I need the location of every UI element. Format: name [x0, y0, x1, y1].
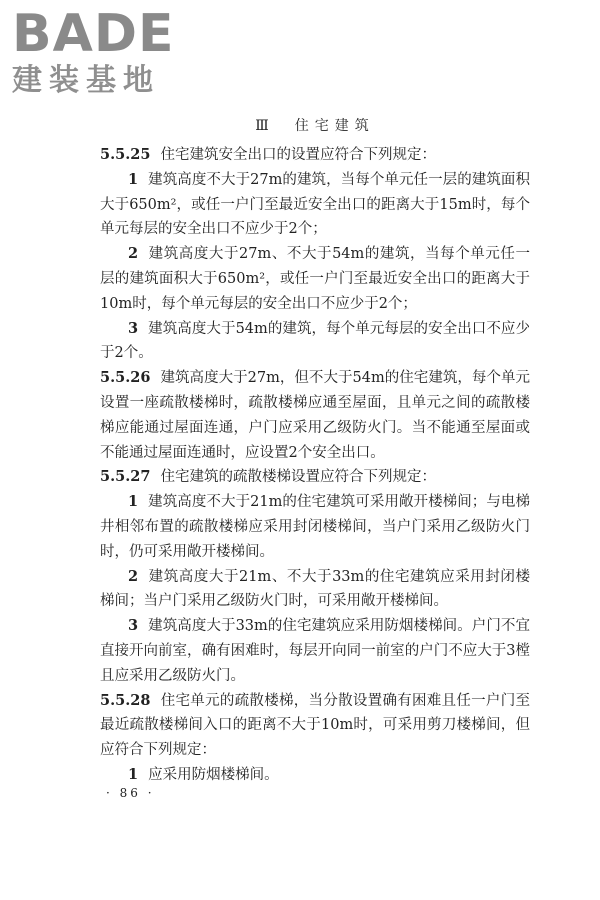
- clause-text: 建筑高度大于27m，但不大于54m的住宅建筑，每个单元设置一座疏散楼梯时，疏散楼梯应通至屋面，且单元之间的疏散楼梯应能通过屋面连通，户门应采用乙级防火门。当不能通至屋面或不能通过屋面连通时，应设置2个安全出口。: [100, 370, 530, 461]
- list-item: [100, 614, 530, 688]
- item-number: 3: [128, 319, 139, 337]
- clause-text: 住宅建筑安全出口的设置应符合下列规定：: [160, 147, 436, 163]
- list-item: [100, 168, 530, 242]
- item-text: 建筑高度大于21m、不大于33m的住宅建筑应采用封闭楼梯间；当户门采用乙级防火门时，可采用敞开楼梯间。: [100, 568, 530, 610]
- item-number: 1: [128, 765, 139, 783]
- page-content: [100, 115, 530, 788]
- section-title: Ⅲ 住宅建筑: [255, 118, 375, 134]
- clause-5-5-25: [100, 143, 530, 168]
- clause-number: 5.5.26: [100, 369, 151, 387]
- list-item: [100, 317, 530, 367]
- list-item: [100, 565, 530, 615]
- list-item: [100, 242, 530, 316]
- item-text: 建筑高度大于33m的住宅建筑应采用防烟楼梯间。户门不宜直接开向前室，确有困难时，每层开向同一前室的户门不应大于3樘且应采用乙级防火门。: [100, 618, 530, 684]
- logo-brand: BADE: [12, 4, 175, 64]
- bade-logo: [12, 6, 182, 98]
- clause-text: 住宅建筑的疏散楼梯设置应符合下列规定：: [160, 469, 436, 486]
- clause-number: 5.5.28: [100, 691, 151, 709]
- item-text: 建筑高度大于27m、不大于54m的建筑，当每个单元任一层的建筑面积大于650m²，或任一户门至最近安全出口的距离大于10m时，每个单元每层的安全出口不应少于2个；: [100, 246, 530, 312]
- item-number: 2: [128, 245, 139, 263]
- list-item: [100, 763, 530, 788]
- item-number: 1: [128, 170, 139, 188]
- item-number: 1: [128, 493, 139, 511]
- item-text: 建筑高度不大于21m的住宅建筑可采用敞开楼梯间；与电梯井相邻布置的疏散楼梯应采用封闭楼梯间，当户门采用乙级防火门时，仍可采用敞开楼梯间。: [100, 494, 530, 560]
- item-number: 2: [128, 567, 139, 585]
- item-number: 3: [128, 617, 139, 635]
- item-text: 建筑高度不大于27m的建筑，当每个单元任一层的建筑面积大于650m²，或任一户门至最近安全出口的距离大于15m时，每个单元每层的安全出口不应少于2个；: [100, 171, 530, 238]
- clause-5-5-26: [100, 366, 530, 465]
- clause-number: 5.5.27: [100, 468, 151, 486]
- clause-number: 5.5.25: [100, 146, 151, 163]
- item-text: 建筑高度大于54m的建筑，每个单元每层的安全出口不应少于2个。: [100, 320, 530, 362]
- item-text: 应采用防烟楼梯间。: [148, 766, 279, 783]
- page-number: · 86 ·: [106, 786, 155, 800]
- clause-5-5-27: [100, 465, 530, 490]
- list-item: [100, 490, 530, 564]
- logo-subtitle: 建装基地: [12, 63, 160, 98]
- clause-text: 住宅单元的疏散楼梯，当分散设置确有困难且任一户门至最近疏散楼梯间入口的距离不大于10m时，可采用剪刀楼梯间，但应符合下列规定：: [100, 692, 530, 759]
- clause-5-5-28: [100, 689, 530, 763]
